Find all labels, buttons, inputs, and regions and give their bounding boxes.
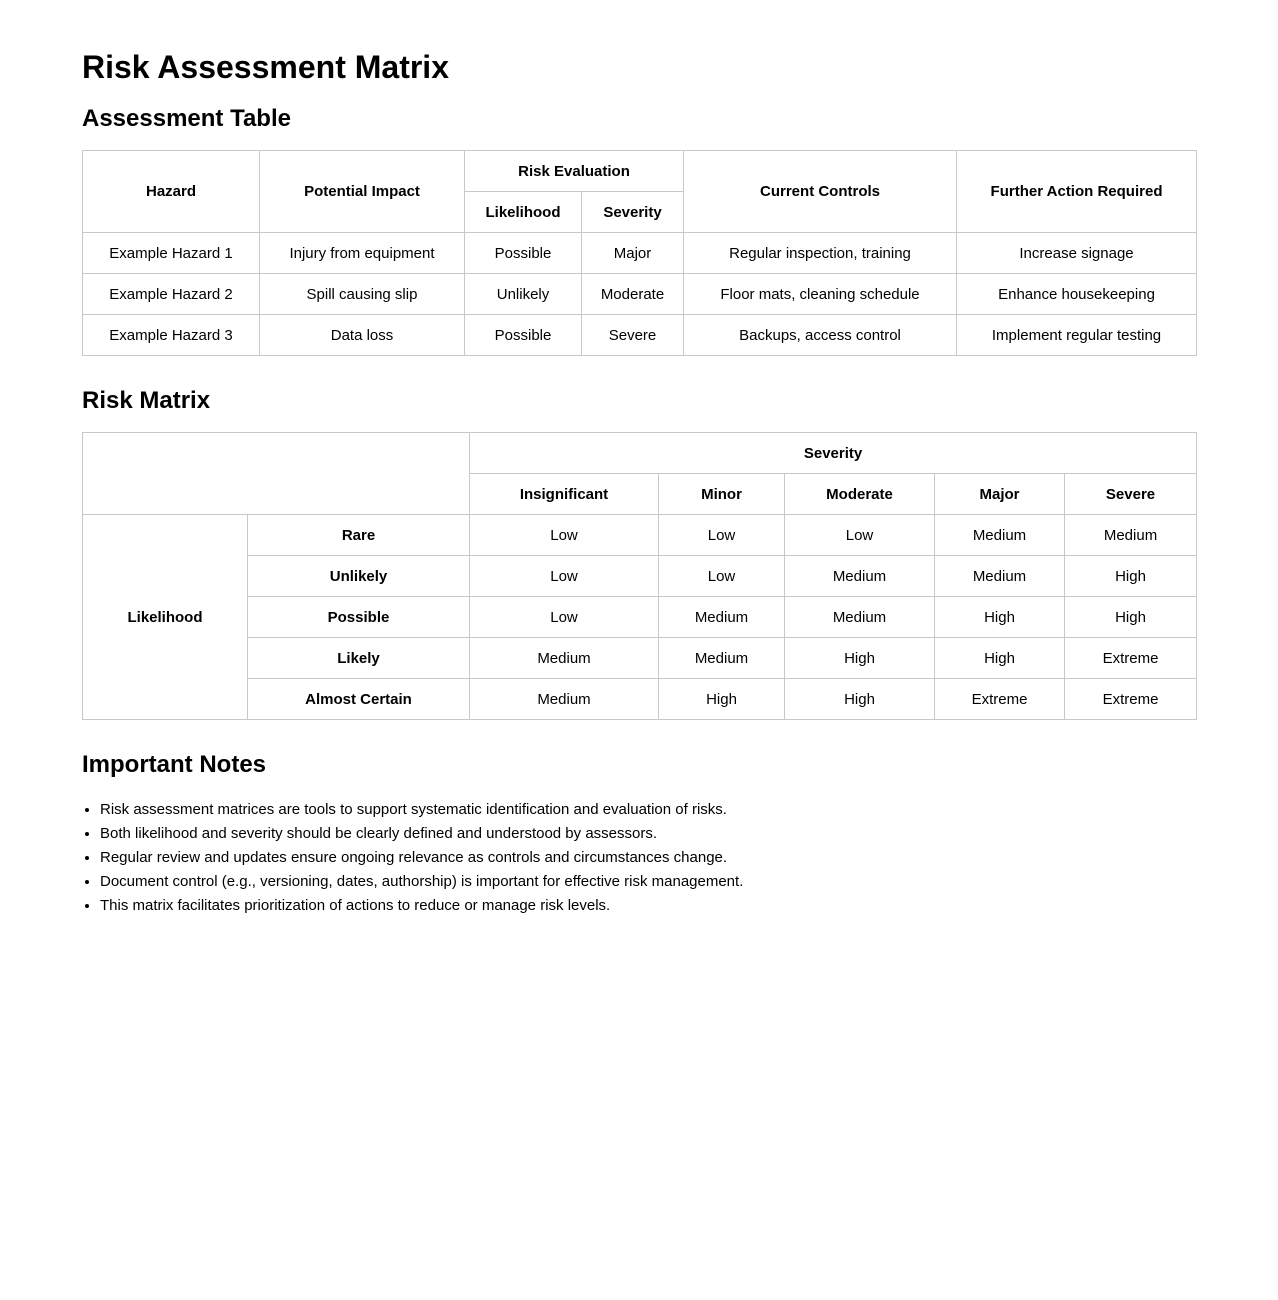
matrix-cell: High: [935, 597, 1065, 638]
matrix-row: [83, 556, 1197, 597]
important-notes-heading: Important Notes: [82, 751, 267, 778]
header-hazard: Hazard: [83, 151, 260, 233]
likelihood-level-almost-certain: Almost Certain: [248, 679, 470, 720]
cell-action: Increase signage: [957, 233, 1197, 274]
matrix-cell: Medium: [935, 515, 1065, 556]
matrix-cell: Medium: [935, 556, 1065, 597]
cell-action: Enhance housekeeping: [957, 274, 1197, 315]
matrix-row: [83, 679, 1197, 720]
cell-likelihood: Unlikely: [465, 274, 582, 315]
matrix-cell: Medium: [785, 597, 935, 638]
notes-list: [82, 798, 1196, 918]
matrix-cell: Low: [659, 556, 785, 597]
table-row: [83, 274, 1197, 315]
table-row: [83, 315, 1197, 356]
cell-severity: Severe: [582, 315, 684, 356]
matrix-row: [83, 515, 1197, 556]
likelihood-level-possible: Possible: [248, 597, 470, 638]
header-likelihood: Likelihood: [465, 192, 582, 233]
table-row: [83, 233, 1197, 274]
matrix-cell: Extreme: [1065, 638, 1197, 679]
header-further-action: Further Action Required: [957, 151, 1197, 233]
matrix-cell: High: [785, 638, 935, 679]
cell-action: Implement regular testing: [957, 315, 1197, 356]
matrix-cell: Medium: [1065, 515, 1197, 556]
cell-hazard: Example Hazard 1: [83, 233, 260, 274]
cell-hazard: Example Hazard 3: [83, 315, 260, 356]
list-item: • Risk assessment matrices are tools to support systematic identification and evaluation of risks.: [100, 798, 1196, 822]
matrix-row: [83, 638, 1197, 679]
matrix-cell: Low: [785, 515, 935, 556]
severity-level-minor: Minor: [659, 474, 785, 515]
matrix-cell: Medium: [659, 597, 785, 638]
header-current-controls: Current Controls: [684, 151, 957, 233]
matrix-cell: Medium: [470, 638, 659, 679]
assessment-table-heading: Assessment Table: [82, 105, 291, 132]
matrix-row: [83, 597, 1197, 638]
cell-controls: Backups, access control: [684, 315, 957, 356]
list-item: • This matrix facilitates prioritization of actions to reduce or manage risk levels.: [100, 894, 1196, 918]
cell-impact: Spill causing slip: [260, 274, 465, 315]
header-risk-evaluation: Risk Evaluation: [465, 151, 684, 192]
cell-controls: Floor mats, cleaning schedule: [684, 274, 957, 315]
header-severity: Severity: [582, 192, 684, 233]
matrix-cell: Extreme: [1065, 679, 1197, 720]
matrix-cell: High: [1065, 597, 1197, 638]
matrix-cell: High: [1065, 556, 1197, 597]
cell-severity: Major: [582, 233, 684, 274]
list-item: • Regular review and updates ensure ongoing relevance as controls and circumstances change.: [100, 846, 1196, 870]
matrix-cell: Low: [470, 597, 659, 638]
severity-level-severe: Severe: [1065, 474, 1197, 515]
severity-level-major: Major: [935, 474, 1065, 515]
matrix-cell: Low: [659, 515, 785, 556]
severity-level-moderate: Moderate: [785, 474, 935, 515]
matrix-cell: Medium: [659, 638, 785, 679]
assessment-table: [82, 150, 1197, 356]
cell-impact: Injury from equipment: [260, 233, 465, 274]
risk-matrix-heading: Risk Matrix: [82, 387, 211, 414]
cell-impact: Data loss: [260, 315, 465, 356]
cell-controls: Regular inspection, training: [684, 233, 957, 274]
likelihood-level-rare: Rare: [248, 515, 470, 556]
matrix-cell: Medium: [470, 679, 659, 720]
matrix-cell: Extreme: [935, 679, 1065, 720]
matrix-cell: Low: [470, 515, 659, 556]
matrix-cell: High: [935, 638, 1065, 679]
likelihood-level-likely: Likely: [248, 638, 470, 679]
matrix-corner: [83, 433, 470, 515]
page-title: Risk Assessment Matrix: [82, 49, 449, 85]
matrix-cell: High: [659, 679, 785, 720]
list-item: • Document control (e.g., versioning, dates, authorship) is important for effective risk management.: [100, 870, 1196, 894]
matrix-severity-header: Severity: [470, 433, 1197, 474]
matrix-cell: High: [785, 679, 935, 720]
header-potential-impact: Potential Impact: [260, 151, 465, 233]
matrix-likelihood-header: Likelihood: [83, 515, 248, 720]
likelihood-level-unlikely: Unlikely: [248, 556, 470, 597]
cell-likelihood: Possible: [465, 233, 582, 274]
cell-likelihood: Possible: [465, 315, 582, 356]
matrix-cell: Low: [470, 556, 659, 597]
severity-level-insignificant: Insignificant: [470, 474, 659, 515]
list-item: • Both likelihood and severity should be clearly defined and understood by assessors.: [100, 822, 1196, 846]
cell-hazard: Example Hazard 2: [83, 274, 260, 315]
risk-matrix-table: [82, 432, 1197, 720]
cell-severity: Moderate: [582, 274, 684, 315]
matrix-cell: Medium: [785, 556, 935, 597]
